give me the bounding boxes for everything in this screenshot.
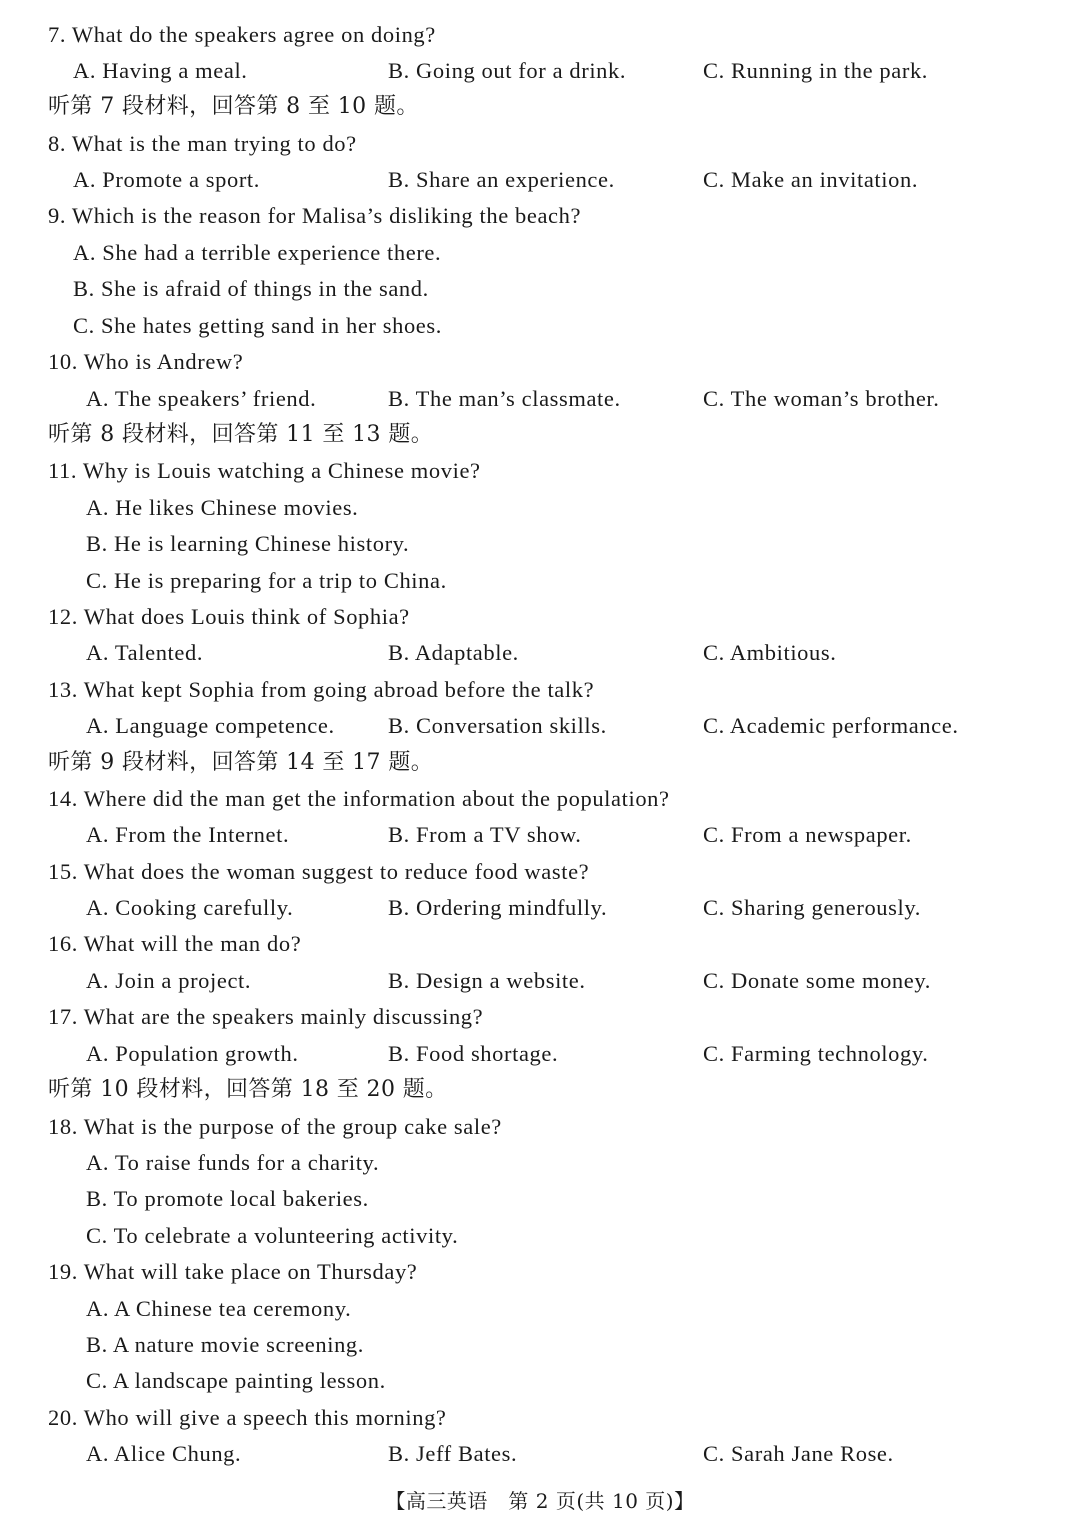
- question-8-option-b: B. Share an experience.: [388, 167, 615, 192]
- question-16-option-c: C. Donate some money.: [703, 968, 931, 993]
- section-heading-8: 听第 8 段材料，回答第 11 至 13 题。: [48, 422, 434, 447]
- question-10-option-a: A. The speakers’ friend.: [86, 386, 317, 411]
- question-15-option-c: C. Sharing generously.: [703, 895, 921, 920]
- question-9-option-a: A. She had a terrible experience there.: [73, 240, 442, 265]
- section-heading-9: 听第 9 段材料，回答第 14 至 17 题。: [48, 750, 434, 775]
- question-11-stem: 11. Why is Louis watching a Chinese movie?: [48, 458, 481, 483]
- question-9-option-b: B. She is afraid of things in the sand.: [73, 276, 429, 301]
- question-14-option-c: C. From a newspaper.: [703, 822, 912, 847]
- question-15-option-b: B. Ordering mindfully.: [388, 895, 608, 920]
- question-13-option-b: B. Conversation skills.: [388, 713, 607, 738]
- question-15-option-a: A. Cooking carefully.: [86, 895, 294, 920]
- question-10-stem: 10. Who is Andrew?: [48, 349, 244, 374]
- question-9-option-c: C. She hates getting sand in her shoes.: [73, 313, 442, 338]
- question-12-option-c: C. Ambitious.: [703, 640, 837, 665]
- question-19-option-b: B. A nature movie screening.: [86, 1332, 364, 1357]
- question-11-option-b: B. He is learning Chinese history.: [86, 531, 410, 556]
- question-7-stem: 7. What do the speakers agree on doing?: [48, 22, 436, 47]
- question-18-option-c: C. To celebrate a volunteering activity.: [86, 1223, 459, 1248]
- question-18-stem: 18. What is the purpose of the group cake sale?: [48, 1114, 502, 1139]
- question-19-option-a: A. A Chinese tea ceremony.: [86, 1296, 352, 1321]
- question-17-option-c: C. Farming technology.: [703, 1041, 929, 1066]
- question-19-option-c: C. A landscape painting lesson.: [86, 1368, 386, 1393]
- question-16-option-a: A. Join a project.: [86, 968, 252, 993]
- question-17-stem: 17. What are the speakers mainly discussing?: [48, 1004, 484, 1029]
- question-14-stem: 14. Where did the man get the information about the population?: [48, 786, 670, 811]
- question-12-option-b: B. Adaptable.: [388, 640, 519, 665]
- section-heading-7: 听第 7 段材料，回答第 8 至 10 题。: [48, 94, 419, 119]
- question-14-option-b: B. From a TV show.: [388, 822, 582, 847]
- question-18-option-a: A. To raise funds for a charity.: [86, 1150, 380, 1175]
- question-7-option-a: A. Having a meal.: [73, 58, 248, 83]
- question-13-stem: 13. What kept Sophia from going abroad before the talk?: [48, 677, 595, 702]
- question-13-option-c: C. Academic performance.: [703, 713, 959, 738]
- question-20-option-b: B. Jeff Bates.: [388, 1441, 518, 1466]
- question-10-option-c: C. The woman’s brother.: [703, 386, 940, 411]
- page-footer: 【高三英语 第 2 页(共 10 页)】: [385, 1489, 695, 1513]
- question-20-option-c: C. Sarah Jane Rose.: [703, 1441, 894, 1466]
- question-16-stem: 16. What will the man do?: [48, 931, 302, 956]
- question-13-option-a: A. Language competence.: [86, 713, 335, 738]
- question-8-option-a: A. Promote a sport.: [73, 167, 261, 192]
- question-12-stem: 12. What does Louis think of Sophia?: [48, 604, 410, 629]
- question-19-stem: 19. What will take place on Thursday?: [48, 1259, 418, 1284]
- question-20-option-a: A. Alice Chung.: [86, 1441, 242, 1466]
- question-14-option-a: A. From the Internet.: [86, 822, 290, 847]
- question-15-stem: 15. What does the woman suggest to reduce food waste?: [48, 859, 590, 884]
- question-12-option-a: A. Talented.: [86, 640, 204, 665]
- question-20-stem: 20. Who will give a speech this morning?: [48, 1405, 447, 1430]
- question-7-option-b: B. Going out for a drink.: [388, 58, 627, 83]
- question-7-option-c: C. Running in the park.: [703, 58, 929, 83]
- question-11-option-a: A. He likes Chinese movies.: [86, 495, 359, 520]
- question-17-option-a: A. Population growth.: [86, 1041, 299, 1066]
- section-heading-10: 听第 10 段材料，回答第 18 至 20 题。: [48, 1077, 448, 1102]
- question-11-option-c: C. He is preparing for a trip to China.: [86, 568, 447, 593]
- question-10-option-b: B. The man’s classmate.: [388, 386, 621, 411]
- question-18-option-b: B. To promote local bakeries.: [86, 1186, 369, 1211]
- question-9-stem: 9. Which is the reason for Malisa’s disliking the beach?: [48, 203, 582, 228]
- question-8-option-c: C. Make an invitation.: [703, 167, 919, 192]
- question-8-stem: 8. What is the man trying to do?: [48, 131, 357, 156]
- question-17-option-b: B. Food shortage.: [388, 1041, 559, 1066]
- question-16-option-b: B. Design a website.: [388, 968, 586, 993]
